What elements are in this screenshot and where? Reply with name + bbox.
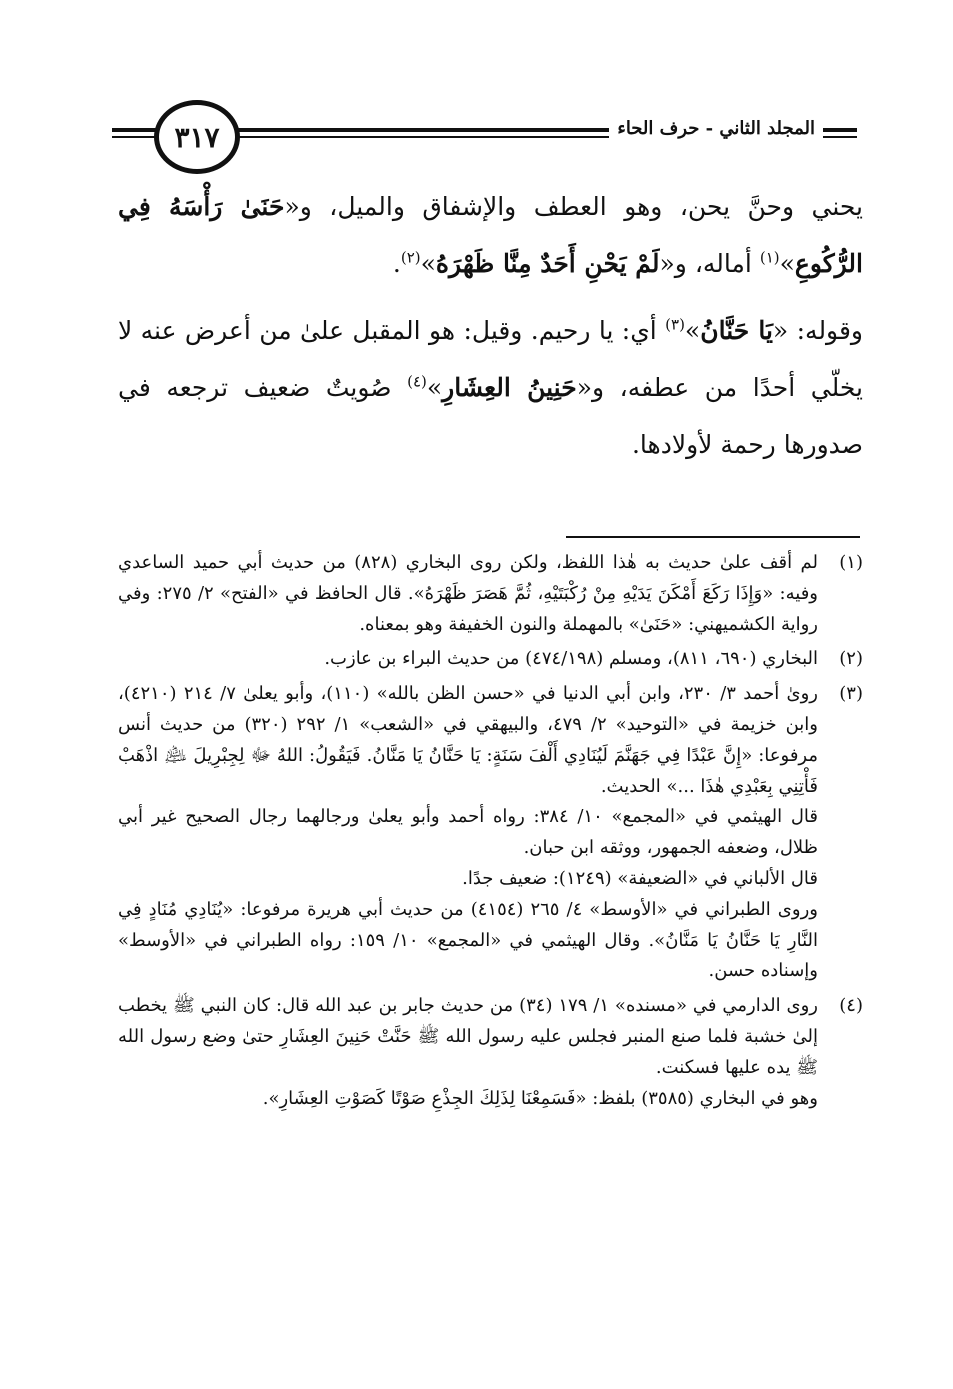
paragraph-1 (118, 178, 863, 292)
running-head: المجلد الثاني - حرف الحاء (609, 118, 823, 139)
footnote-number: (٤) (839, 995, 863, 1017)
text-run: صُويتٌ ضعيف ترجعه في صدورها رحمة لأولادها. (118, 373, 863, 459)
footnote-number: (٢) (839, 648, 863, 670)
text-run: أي: يا رحيم. وقيل: هو المقبل علىٰ من أعرض عنه لا يخلّي أحدًا من عطفه، و« (118, 316, 863, 402)
hadith-quote: يَا حَنَّانُ (700, 316, 773, 345)
text-run: يحني وحنَّ يحن، وهو العطف والإشفاق والميل، و« (284, 192, 863, 221)
footnote-ref: (٣) (665, 315, 685, 334)
hadith-quote: لَمْ يَحْنِ أَحَدٌ مِنَّا ظَهْرَهُ (435, 249, 660, 278)
footnote-text: روىٰ أحمد ٣/ ٢٣٠، وابن أبي الدنيا في «حسن الظن بالله» (١١٠)، وأبو يعلىٰ ٧/ ٢١٤ (٤٢١٠)، وابن خزيمة في «التوحيد» ٢/ ٤٧٩، والبيهقي في «الشعب» ١/ ٢٩٢ (٣٢٠) من حديث أنس مرفوعا: «إِنَّ عَبْدًا فِي جَهَنَّمَ لَيُنَادِي أَلْفَ سَنَةٍ: يَا حَنَّانُ يَا مَنَّانُ. فَيَقُولُ: اللهُ ﷻ لِجِبْرِيلَ ﵇ اذْهَبْ فَأْتِنِي بِعَبْدِي هٰذَا ...» الحديث. (118, 683, 818, 797)
hadith-quote: حَنَىٰ رَأْسَهُ فِي الرُّكُوعِ (118, 192, 863, 278)
footnote-text: لم أقف علىٰ حديث به هٰذا اللفظ، ولكن روى البخاري (٨٢٨) من حديث أبي حميد الساعدي وفيه: «وَإِذَا رَكَعَ أَمْكَنَ يَدَيْهِ مِنْ رُكْبَتَيْهِ، ثُمَّ هَصَرَ ظَهْرَهُ». قال الحافظ في «الفتح» ٢/ ٢٧٥: وفي رواية الكشميهني: «حَنَىٰ» بالمهملة والنون الخفيفة وهو بمعناه. (118, 552, 819, 635)
text-run: . (392, 249, 401, 278)
footnote-ref: (٤) (407, 372, 427, 391)
paragraph-2 (118, 302, 863, 473)
footnote-text: البخاري (٦٩٠، ٨١١)، ومسلم (٤٧٤/١٩٨) من حديث البراء بن عازب. (324, 648, 818, 670)
page-header (112, 100, 857, 170)
footnote-text: قال الألباني في «الضعيفة» (١٢٤٩): ضعيف جدًا. (462, 867, 818, 889)
page-number: ٣١٧ (154, 100, 240, 174)
hadith-quote: حَنِينُ العِشَارِ (442, 373, 577, 402)
footnote-text: قال الهيثمي في «المجمع» ١٠/ ٣٨٤: رواه أحمد وأبو يعلىٰ ورجالهما رجال الصحيح غير أبي ظلال، وضعفه الجمهور، ووثقه ابن حبان. (118, 806, 818, 859)
footnote-separator (566, 536, 860, 538)
footnote-body (118, 548, 818, 640)
footnote-body (118, 991, 818, 1114)
text-run: أماله، و« (659, 249, 760, 278)
footnote-text: وهو في البخاري (٣٥٨٥) بلفظ: «فَسَمِعْنَا لِذَلِكَ الجِذْعِ صَوْتًا كَصَوْتِ العِشَارِ». (262, 1087, 818, 1109)
footnote-body (118, 644, 818, 675)
footnote-4 (118, 991, 863, 1114)
text-run: وقوله: « (772, 316, 863, 345)
footnote-1 (118, 548, 863, 640)
footnote-number: (٣) (839, 683, 863, 705)
text-run: » (779, 249, 795, 278)
footnote-text: روى الدارمي في «مسنده» ١/ ١٧٩ (٣٤) من حديث جابر بن عبد الله قال: كان النبي ﷺ يخطب إلىٰ خشبة فلما صنع المنبر فجلس عليه رسول الله ﷺ حَنَّتْ حَنِينَ العِشَارِ حتىٰ وضع رسول الله ﷺ يده عليها فسكنت. (118, 995, 818, 1078)
text-run: » (426, 373, 443, 402)
main-text (118, 178, 863, 483)
footnote-text: وروى الطبراني في «الأوسط» ٤/ ٢٦٥ (٤١٥٤) من حديث أبي هريرة مرفوعا: «يُنَادِي مُنَادٍ فِي النَّارِ يَا حَنَّانُ يَا مَنَّانُ». وقال الهيثمي في «المجمع» ١٠/ ١٥٩: رواه الطبراني في «الأوسط» وإسناده حسن. (118, 898, 818, 982)
text-run: » (420, 249, 436, 278)
footnote-ref: (٢) (400, 248, 421, 267)
footnote-number: (١) (839, 552, 863, 573)
footnote-2 (118, 644, 863, 675)
footnotes (118, 548, 863, 1118)
footnote-ref: (١) (759, 248, 780, 267)
text-run: » (684, 316, 701, 345)
footnote-body (118, 679, 818, 987)
footnote-3 (118, 679, 863, 987)
